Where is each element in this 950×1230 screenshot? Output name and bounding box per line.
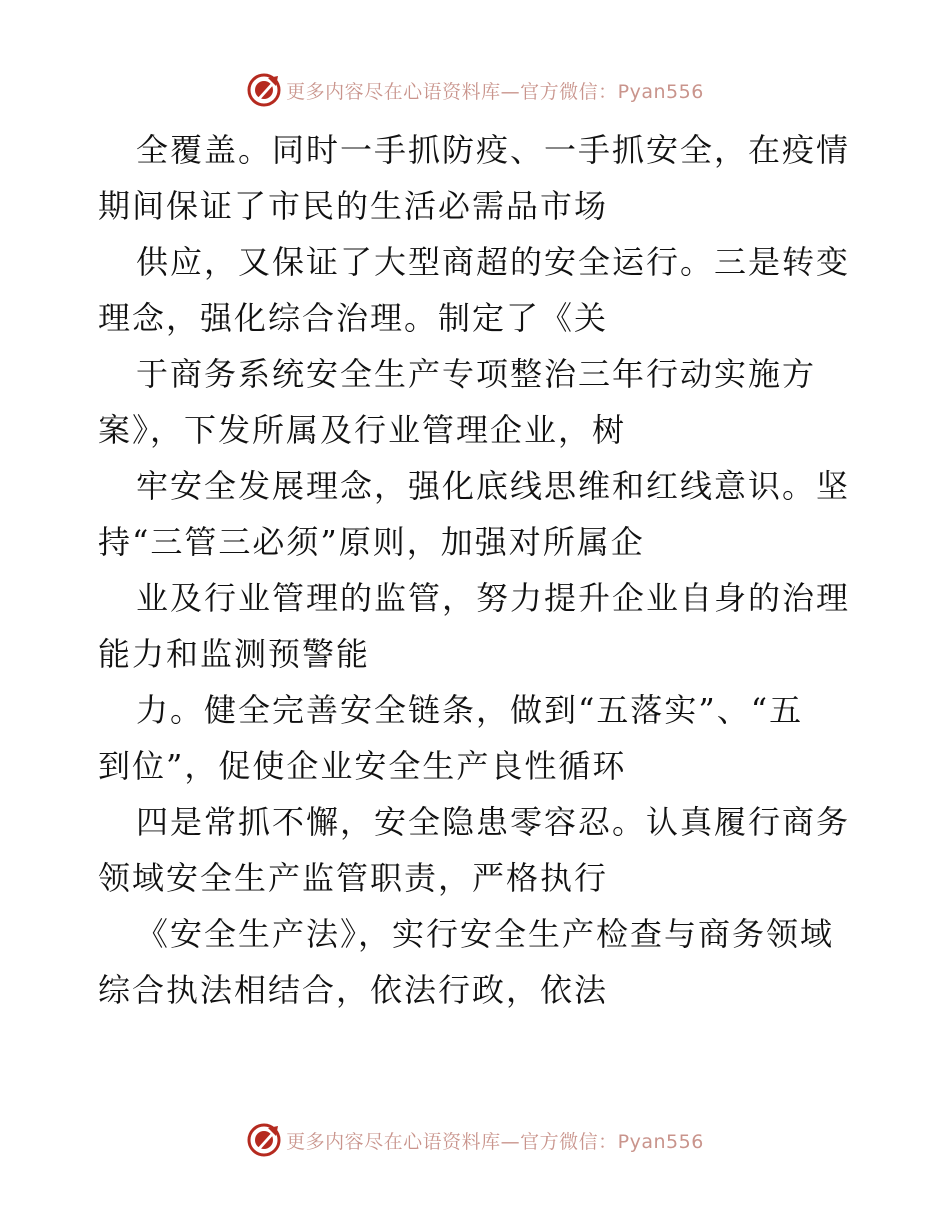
paragraph-3-line-2: 案》，下发所属及行业管理企业，树 bbox=[98, 411, 627, 449]
paragraph-2-line-2: 理念，强化综合治理。制定了《关 bbox=[98, 299, 609, 337]
paragraph-5 bbox=[98, 570, 858, 682]
paragraph-4 bbox=[98, 458, 858, 570]
header-banner-text: 更多内容尽在心语资料库—官方微信：Pyan556 bbox=[286, 80, 704, 103]
red-quill-seal-icon bbox=[246, 72, 282, 108]
paragraph-5-line-2: 能力和监测预警能 bbox=[98, 635, 371, 673]
paragraph-8 bbox=[98, 906, 858, 1018]
paragraph-4-line-1: 牢安全发展理念，强化底线思维和红线意识。坚 bbox=[136, 467, 851, 505]
paragraph-3-line-1: 于商务系统安全生产专项整治三年行动实施方 bbox=[136, 355, 817, 393]
document-body bbox=[98, 122, 858, 1018]
paragraph-2 bbox=[98, 234, 858, 346]
paragraph-8-line-1: 《安全生产法》，实行安全生产检查与商务领域 bbox=[136, 915, 835, 953]
paragraph-6-line-2: 到位”，促使企业安全生产良性循环 bbox=[98, 747, 627, 785]
paragraph-7-line-2: 领域安全生产监管职责，严格执行 bbox=[98, 859, 609, 897]
red-quill-seal-icon bbox=[246, 1122, 282, 1158]
paragraph-6 bbox=[98, 682, 858, 794]
footer-banner-text: 更多内容尽在心语资料库—官方微信：Pyan556 bbox=[286, 1130, 704, 1153]
paragraph-1-line-2: 期间保证了市民的生活必需品市场 bbox=[98, 187, 609, 225]
paragraph-1-line-1: 全覆盖。同时一手抓防疫、一手抓安全，在疫情 bbox=[136, 131, 851, 169]
paragraph-2-line-1: 供应，又保证了大型商超的安全运行。三是转变 bbox=[136, 243, 851, 281]
paragraph-5-line-1: 业及行业管理的监管，努力提升企业自身的治理 bbox=[136, 579, 851, 617]
paragraph-6-line-1: 力。健全完善安全链条，做到“五落实”、“五 bbox=[136, 691, 804, 729]
paragraph-7 bbox=[98, 794, 858, 906]
paragraph-3 bbox=[98, 346, 858, 458]
paragraph-4-line-2: 持“三管三必须”原则，加强对所属企 bbox=[98, 523, 645, 561]
paragraph-8-line-2: 综合执法相结合，依法行政，依法 bbox=[98, 971, 609, 1009]
header-banner bbox=[0, 70, 950, 110]
footer-banner bbox=[0, 1120, 950, 1160]
paragraph-1 bbox=[98, 122, 858, 234]
paragraph-7-line-1: 四是常抓不懈，安全隐患零容忍。认真履行商务 bbox=[136, 803, 851, 841]
